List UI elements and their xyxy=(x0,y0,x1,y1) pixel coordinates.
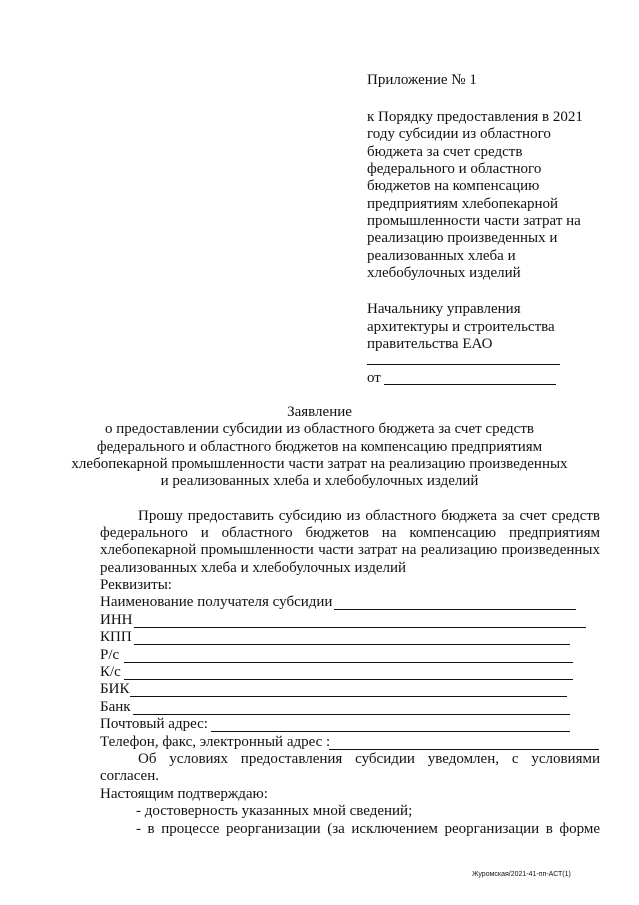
subtitle-line: о предоставлении субсидии из областного бюджета за счет средств xyxy=(105,421,534,437)
request-line: Прошу предоставить субсидию из областного бюджета за счет средств xyxy=(138,508,600,524)
addressee-line: правительства ЕАО xyxy=(367,336,493,352)
appendix-title: Приложение № 1 xyxy=(367,72,477,88)
postal-address-field[interactable] xyxy=(211,731,570,732)
field-label-rs: Р/с xyxy=(100,647,120,663)
appendix-line: реализованных хлеба и xyxy=(367,248,516,264)
conditions-line: согласен. xyxy=(100,768,159,784)
recipient-name-field[interactable] xyxy=(334,609,576,610)
settlement-account-field[interactable] xyxy=(124,662,573,663)
kpp-field[interactable] xyxy=(134,644,570,645)
appendix-line: предприятиям хлебопекарной xyxy=(367,196,559,212)
field-label-bik: БИК xyxy=(100,681,130,697)
subtitle-line: хлебопекарной промышленности части затрат на реализацию произведенных xyxy=(71,456,568,472)
appendix-line: хлебобулочных изделий xyxy=(367,265,521,281)
document-code: Журомская/2021-41-пп-АСТ(1) xyxy=(472,871,571,878)
statement-heading: Заявление xyxy=(287,404,352,420)
requisites-label: Реквизиты: xyxy=(100,577,172,593)
correspondent-account-field[interactable] xyxy=(124,679,573,680)
conditions-line: Об условиях предоставления субсидии уведомлен, с условиями xyxy=(138,751,600,767)
from-blank-line[interactable] xyxy=(384,384,556,385)
appendix-line: к Порядку предоставления в 2021 xyxy=(367,109,583,125)
addressee-blank-line[interactable] xyxy=(367,364,560,365)
request-line: реализованных хлеба и хлебобулочных изделий xyxy=(100,560,407,576)
confirm-item: - достоверность указанных мной сведений; xyxy=(136,803,413,819)
field-label-kpp: КПП xyxy=(100,629,132,645)
from-label: от xyxy=(367,370,381,386)
addressee-line: Начальнику управления xyxy=(367,301,521,317)
bik-field[interactable] xyxy=(130,696,567,697)
field-label-ks: К/с xyxy=(100,664,121,680)
field-label-inn: ИНН xyxy=(100,612,133,628)
field-label-contacts: Телефон, факс, электронный адрес : xyxy=(100,734,331,750)
addressee-line: архитектуры и строительства xyxy=(367,319,555,335)
appendix-line: бюджетов на компенсацию xyxy=(367,178,540,194)
appendix-line: федерального и областного xyxy=(367,161,542,177)
inn-field[interactable] xyxy=(134,627,586,628)
confirm-item: - в процессе реорганизации (за исключением реорганизации в форме xyxy=(136,821,600,837)
confirm-label: Настоящим подтверждаю: xyxy=(100,786,268,802)
appendix-line: реализацию произведенных и xyxy=(367,230,558,246)
subtitle-line: и реализованных хлеба и хлебобулочных изделий xyxy=(160,473,479,489)
request-line: федерального и областного бюджетов на компенсацию предприятиям xyxy=(100,525,600,541)
field-label-bank: Банк xyxy=(100,699,131,715)
field-label-recipient: Наименование получателя субсидии xyxy=(100,594,333,610)
subtitle-line: федерального и областного бюджетов на компенсацию предприятиям xyxy=(96,439,543,455)
appendix-line: промышленности части затрат на xyxy=(367,213,581,229)
field-label-postal-address: Почтовый адрес: xyxy=(100,716,208,732)
appendix-line: году субсидии из областного xyxy=(367,126,551,142)
request-line: хлебопекарной промышленности части затрат на реализацию произведенных xyxy=(100,542,600,558)
appendix-line: бюджета за счет средств xyxy=(367,144,523,160)
